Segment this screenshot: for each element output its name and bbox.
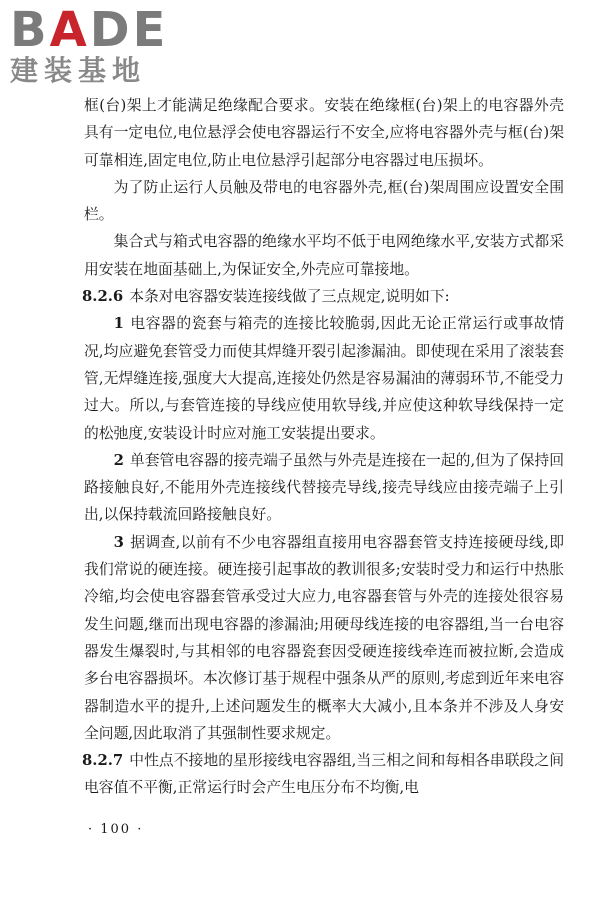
list-item-1 [84,310,564,446]
page-number: · 100 · [88,822,144,837]
logo-word-part2: DE [89,2,169,58]
bade-logo [10,2,180,87]
item-text: 电容器的瓷套与箱壳的连接比较脆弱,因此无论正常运行或事故情况,均应避免套管受力而使其焊缝开裂引起渗漏油。即使现在采用了滚装套管,无焊缝连接,强度大大提高,连接处仍然是容易漏油的薄弱环节,不能受力过大。所以,与套管连接的导线应使用软导线,并应使这种软导线保持一定的松弛度,安装设计时应对施工安装提出要求。 [84,315,564,442]
logo-word-part1: B [10,2,50,58]
logo-word-accent: A [49,2,90,58]
section-8-2-7 [84,747,564,802]
item-text: 据调查,以前有不少电容器组直接用电容器套管支持连接硬母线,即我们常说的硬连接。硬连接引起事故的教训很多;安装时受力和运行中热胀冷缩,均会使电容器套管承受过大应力,电容器套管与外壳的连接处很容易发生问题,继而出现电容器的渗漏油;用硬母线连接的电容器组,当一台电容器发生爆裂时,与其相邻的电容器瓷套因受硬连接线牵连而被拉断,会造成多台电容器损坏。本次修订基于规程中强条从严的原则,考虑到近年来电容器制造水平的提升,上述问题发生的概率大大减小,且本条并不涉及人身安全问题,因此取消了其强制性要求规定。 [84,533,564,742]
item-text: 单套管电容器的接壳端子虽然与外壳是连接在一起的,但为了保持回路接触良好,不能用外壳连接线代替接壳导线,接壳导线应由接壳端子上引出,以保持载流回路接触良好。 [84,451,564,524]
list-item-2 [84,447,564,529]
list-item-3 [84,529,564,747]
section-number: 8.2.7 [82,752,124,770]
paragraph-text: 为了防止运行人员触及带电的电容器外壳,框(台)架周围应设置安全围栏。 [84,178,564,224]
paragraph-grounding [84,228,564,283]
item-number: 2 [113,451,124,469]
paragraph-continuation [84,92,564,174]
page-body [84,92,564,802]
logo-subtitle: 建装基地 [10,54,147,87]
item-number: 3 [113,533,124,551]
paragraph-text: 集合式与箱式电容器的绝缘水平均不低于电网绝缘水平,安装方式都采用安装在地面基础上,为保证安全,外壳应可靠接地。 [84,233,564,278]
item-number: 1 [113,315,124,333]
section-8-2-6 [84,283,564,310]
section-number: 8.2.6 [82,288,124,306]
paragraph-text: 框(台)架上才能满足绝缘配合要求。安装在绝缘框(台)架上的电容器外壳具有一定电位,电位悬浮会使电容器运行不安全,应将电容器外壳与框(台)架可靠相连,固定电位,防止电位悬浮引起部分电容器过电压损坏。 [84,97,564,169]
logo-wordmark [10,2,180,58]
paragraph-safety-fence [84,174,564,229]
section-text: 中性点不接地的星形接线电容器组,当三相之间和每相各串联段之间电容值不平衡,正常运行时会产生电压分布不均衡,电 [84,752,564,797]
section-text: 本条对电容器安装连接线做了三点规定,说明如下: [129,288,450,306]
